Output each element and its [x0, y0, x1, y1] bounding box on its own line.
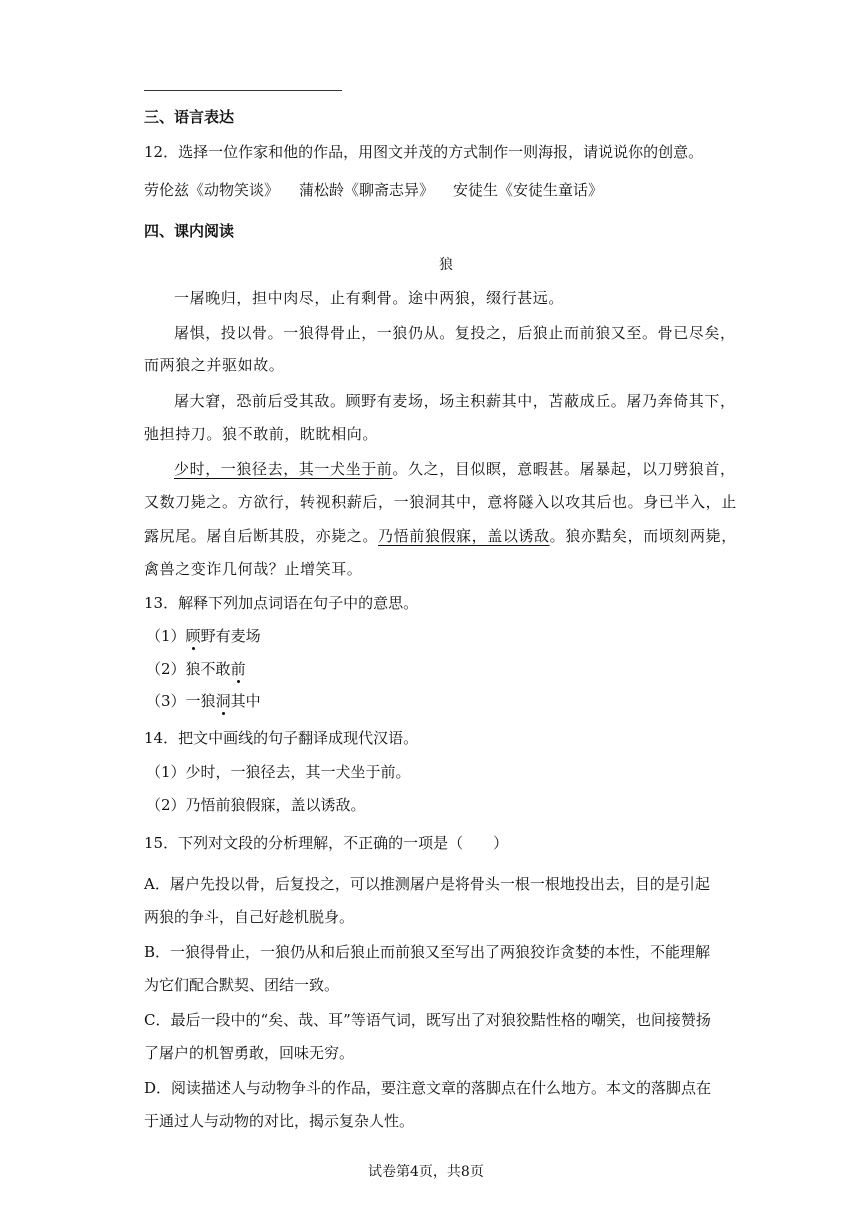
work-lorenz: 劳伦兹《动物笑谈》: [144, 181, 280, 199]
passage-paragraph-4-line-1: [174, 458, 736, 479]
option-b-line-2: 为它们配合默契、团结一致。: [144, 976, 340, 994]
item-number: （2）: [146, 660, 186, 678]
passage-paragraph-4-line-4: 禽兽之变诈几何哉？止增笑耳。: [144, 560, 363, 578]
question-13-item-1: [146, 625, 261, 646]
option-d-line-2: 于通过人与动物的对比，揭示复杂人性。: [144, 1112, 415, 1130]
dotted-word: 顾: [185, 627, 201, 645]
question-14-stem: 14．把文中画线的句子翻译成现代汉语。: [144, 729, 419, 747]
option-b-line-1: B．一狼得骨止，一狼仍从和后狼止而前狼又至写出了两狼狡诈贪婪的本性，不能理解: [144, 943, 711, 961]
question-12: 12．选择一位作家和他的作品，用图文并茂的方式制作一则海报，请说说你的创意。: [144, 143, 704, 161]
passage-paragraph-2-line-2: 而两狼之并驱如故。: [144, 356, 285, 374]
item-text: 其中: [230, 692, 261, 710]
item-text: 狼不敢: [185, 660, 231, 678]
passage-text: 。狼亦黠矣，而顷刻两毙，: [549, 527, 737, 545]
passage-paragraph-3-line-1: 屠大窘，恐前后受其敌。顾野有麦场，场主积薪其中，苫蔽成丘。屠乃奔倚其下，: [174, 392, 736, 410]
dotted-word: 前: [230, 660, 246, 678]
page-footer: 试卷第4页，共8页: [368, 1164, 484, 1180]
passage-text: 露尻尾。屠自后断其股，亦毙之。: [144, 527, 379, 545]
passage-paragraph-3-line-2: 弛担持刀。狼不敢前，眈眈相向。: [144, 425, 379, 443]
option-d-line-1: D．阅读描述人与动物争斗的作品，要注意文章的落脚点在什么地方。本文的落脚点在: [144, 1079, 712, 1097]
passage-paragraph-1: 一屠晚归，担中肉尽，止有剩骨。途中两狼，缀行甚远。: [174, 289, 565, 307]
option-c-line-1: C．最后一段中的“矣、哉、耳”等语气词，既写出了对狼狡黠性格的嘲笑，也间接赞扬: [144, 1011, 711, 1029]
underlined-sentence-2: 乃悟前狼假寐，盖以诱敌: [378, 527, 550, 545]
passage-title: 狼: [439, 257, 453, 273]
question-15-stem: 15．下列对文段的分析理解，不正确的一项是（ ）: [144, 834, 509, 852]
item-number: （1）: [146, 627, 186, 645]
question-13-item-3: [146, 690, 261, 711]
top-divider-line: [144, 90, 342, 91]
underlined-sentence-1: 少时，一狼径去，其一犬坐于前: [174, 460, 393, 478]
option-a-line-2: 两狼的争斗，自己好趁机脱身。: [144, 908, 355, 926]
passage-paragraph-2-line-1: 屠惧，投以骨。一狼得骨止，一狼仍从。复投之，后狼止而前狼又至。骨已尽矣，: [174, 324, 736, 342]
question-13-item-2: [146, 658, 246, 679]
question-14-item-1: （1）少时，一狼径去，其一犬坐于前。: [146, 763, 411, 781]
passage-text: 。久之，目似瞑，意暇甚。屠暴起，以刀劈狼首，: [392, 460, 736, 478]
work-pu-songling: 蒲松龄《聊斋志异》: [299, 181, 435, 199]
question-14-item-2: （2）乃悟前狼假寐，盖以诱敌。: [146, 796, 366, 814]
work-andersen: 安徒生《安徒生童话》: [453, 181, 604, 199]
section-4-heading: 四、课内阅读: [144, 222, 235, 240]
passage-paragraph-4-line-3: [144, 525, 737, 546]
section-3-heading: 三、语言表达: [144, 108, 235, 126]
option-a-line-1: A．屠户先投以骨，后复投之，可以推测屠户是将骨头一根一根地投出去，目的是引起: [144, 875, 710, 893]
question-13-stem: 13．解释下列加点词语在句子中的意思。: [144, 594, 419, 612]
item-text: 一狼: [185, 692, 216, 710]
dotted-word: 洞: [215, 692, 231, 710]
item-number: （3）: [146, 692, 186, 710]
item-text: 野有麦场: [200, 627, 261, 645]
passage-paragraph-4-line-2: 又数刀毙之。方欲行，转视积薪后，一狼洞其中，意将隧入以攻其后也。身已半入，止: [144, 493, 737, 511]
option-c-line-2: 了屠户的机智勇敢，回味无穷。: [144, 1044, 355, 1062]
